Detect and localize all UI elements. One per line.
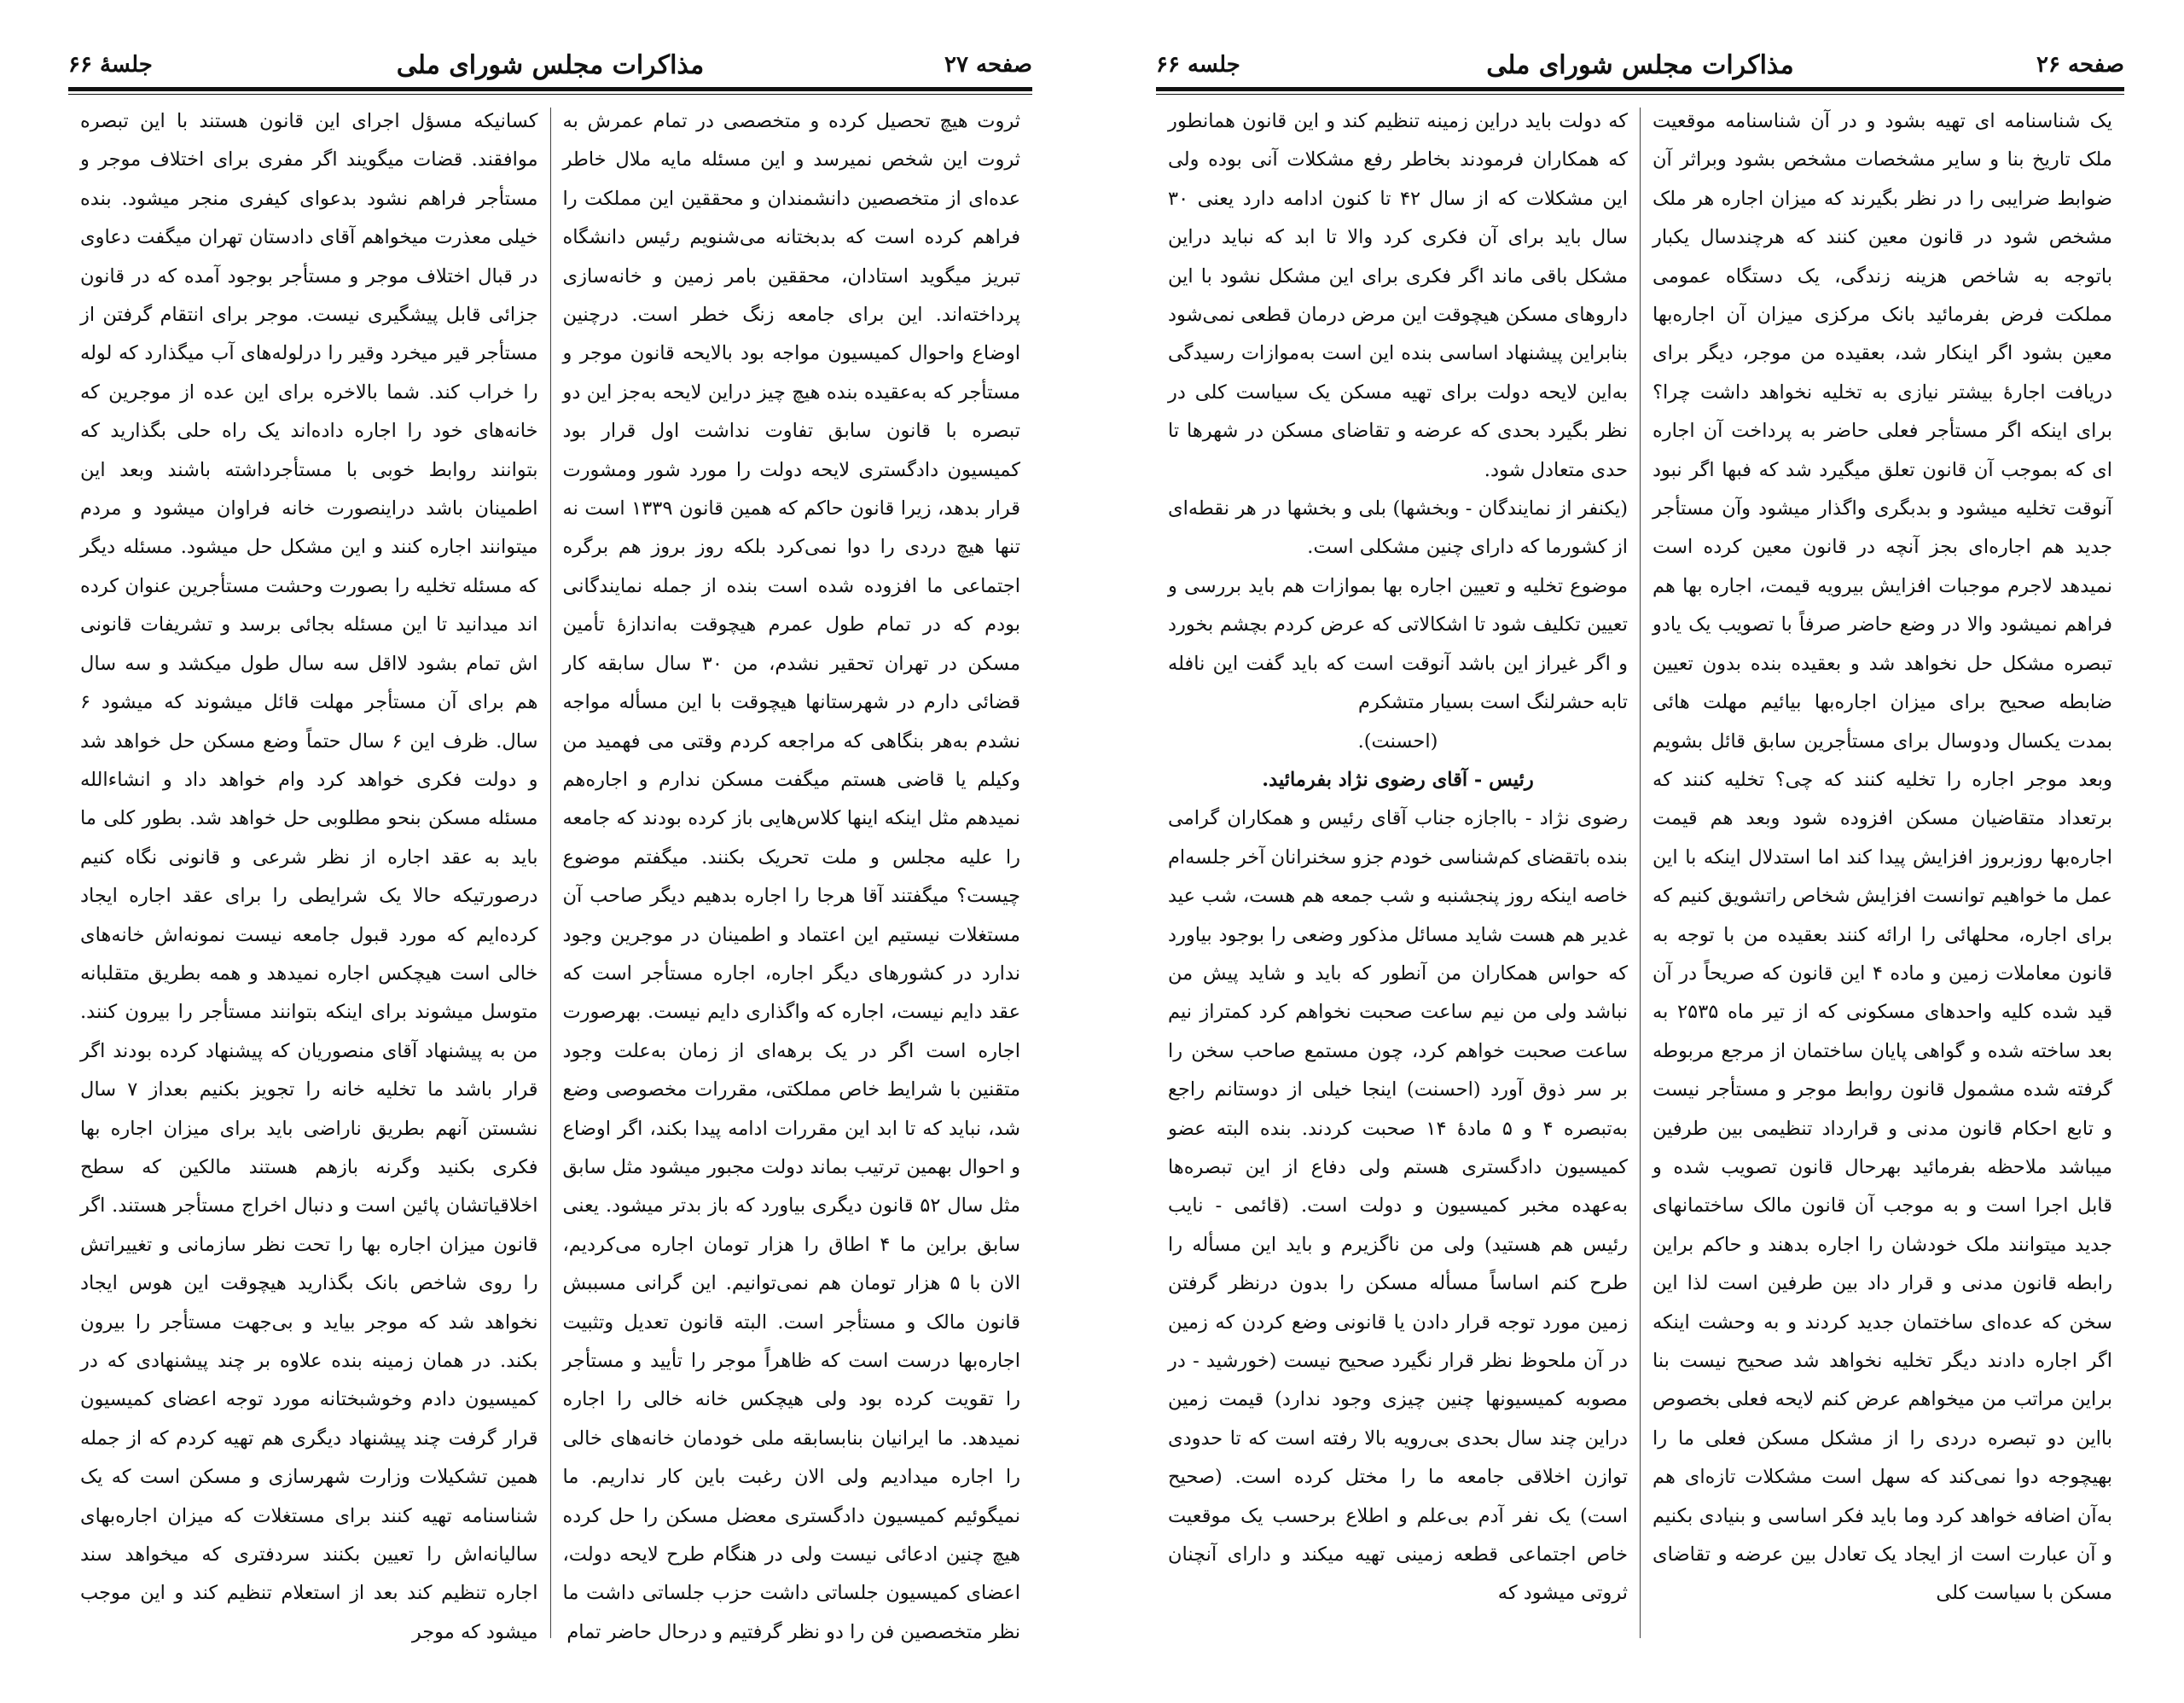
paragraph: موضوع تخلیه و تعیین اجاره بها بموازات هم باید بررسی و تعیین تکلیف شود تا اشکالاتی که عرض کردم بچشم بخورد و اگر غیراز این باشد آنوقت است که باید گفت این نافله تابه حشرلنگ است بسیار متشکرم xyxy=(1168,574,1628,714)
right-page-header xyxy=(1156,44,2124,85)
left-page-number: صفحه ۲۷ xyxy=(944,52,1032,78)
right-page-column-right xyxy=(1641,102,2124,1643)
header-rule xyxy=(1156,87,2124,91)
paragraph: کسانیکه مسؤل اجرای این قانون هستند با این تبصره موافقند. قضات میگویند اگر مفری برای اختلاف موجر و مستأجر فراهم نشود بدعوای کیفری منجر میشود. بنده خیلی معذرت میخواهم آقای دادستان تهران میگفت دعاوی در قبال اختلاف موجر و مستأجر بوجود آمده که در قانون جزائی قابل پیشگیری نیست. موجر برای انتقام گرفتن از مستأجر قیر میخرد وقیر را درلوله‌های آب میگذارد که لوله را خراب کند. شما بالاخره برای این عده از موجرین که خانه‌های خود را اجاره داده‌اند یک راه حلی بگذارید که بتوانند روابط خوبی با مستأجرداشته باشند وبعد این اطمینان باشد دراینصورت خانه فراوان میشود و مردم میتوانند اجاره کنند و این مشکل حل میشود. مسئله دیگر که مسئله تخلیه را بصورت وحشت مستأجرین عنوان کرده اند میدانید تا این مسئله بجائی برسد و تشریفات قانونی اش تمام بشود لااقل سه سال طول میکشد و سه سال هم برای آن مستأجر مهلت قائل میشوند که میشود ۶ سال. ظرف این ۶ سال حتماً وضع مسکن حل خواهد شد و دولت فکری خواهد کرد وام خواهد داد و انشاءالله مسئله مسکن بنحو مطلوبی حل خواهد شد. بطور کلی ما باید به عقد اجاره از نظر شرعی و قانونی نگاه کنیم درصورتیکه حالا یک شرایطی را برای عقد اجاره ایجاد کرده‌ایم که مورد قبول جامعه نیست نمونه‌اش خانه‌های خالی است هیچکس اجاره نمیدهد و همه بطریق متقلبانه متوسل میشوند برای اینکه بتوانند مستأجر را بیرون کنند. من به پیشنهاد آقای منصوریان که پیشنهاد کرده بودند اگر قرار باشد ما تخلیه خانه را تجویز بکنیم بعداز ۷ سال نشستن آنهم بطریق ناراضی باید برای میزان اجاره بها فکری بکنید وگرنه بازهم هستند مالکین که سطح اخلاقیاتشان پائین است و دنبال اخراج مستأجر هستند. اگر قانون میزان اجاره بها را تحت نظر سازمانی و تغییراتش را روی شاخص بانک بگذارید هیچوقت این هوس ایجاد نخواهد شد که موجر بیاید و بی‌جهت مستأجر را بیرون بکند. در همان زمینه بنده علاوه بر چند پیشنهادی که در کمیسیون دادم وخوشبختانه مورد توجه اعضای کمیسیون قرار گرفت چند پیشنهاد دیگری هم تهیه کردم که از جمله همین تشکیلات وزارت شهرسازی و مسکن است که یک شناسنامه تهیه کنند برای مستغلات که میزان اجاره‌بهای سالیانه‌اش را تعیین بکنند سردفتری که میخواهد سند اجاره تنظیم کند بعد از استعلام تنظیم کند و این موجب میشود که موجر xyxy=(80,110,538,1643)
paragraph: که دولت باید دراین زمینه تنظیم کند و این قانون همانطور که همکاران فرمودند بخاطر رفع مشکلات آنی بوده ولی این مشکلات که از سال ۴۲ تا کنون ادامه دارد یعنی ۳۰ سال باید برای آن فکری کرد والا تا ابد که نباید دراین مشکل باقی ماند اگر فکری برای این مشکل نشود با این داروهای مسکن هیچوقت این مرض درمان قطعی نمی‌شود بنابراین پیشنهاد اساسی بنده این است به‌موازات رسیدگی به‌این لایحه دولت برای تهیه مسکن یک سیاست کلی در نظر بگیرد بحدی که عرضه و تقاضای مسکن در شهرها تا حدی متعادل شود. xyxy=(1168,110,1628,481)
header-rule-thin xyxy=(1156,94,2124,95)
right-page-session: جلسه ۶۶ xyxy=(1156,52,1240,78)
speaker-line: رئیس - آقای رضوی نژاد بفرمائید. xyxy=(1262,768,1534,791)
right-page xyxy=(1156,0,2124,1703)
applause-note: (احسنت). xyxy=(1357,729,1438,753)
left-page-session: جلسهٔ ۶۶ xyxy=(68,52,153,78)
left-page-column-right xyxy=(551,102,1033,1643)
left-page-column-left xyxy=(68,102,550,1643)
left-page xyxy=(68,0,1032,1703)
header-rule-thin xyxy=(68,94,1032,95)
column-divider xyxy=(1640,108,1641,1638)
right-page-title: مذاکرات مجلس شورای ملی xyxy=(1486,49,1794,80)
paragraph: یک شناسنامه ای تهیه بشود و در آن شناسنامه موقعیت ملک تاریخ بنا و سایر مشخصات مشخص بشود وبراثر آن ضوابط ضرایبی را در نظر بگیرند که میزان اجاره هر ملک مشخص شود در قانون معین کنند که هرچندسال یکبار باتوجه به شاخص هزینه زندگی، یک دستگاه عمومی مملکت فرض بفرمائید بانک مرکزی میزان آن اجاره‌بها معین بشود اگر اینکار شد، بعقیده من موجر، دیگر برای دریافت اجارهٔ بیشتر نیازی به تخلیه نخواهد داشت چرا؟ برای اینکه اگر مستأجر فعلی حاضر به پرداخت آن اجاره ای که بموجب آن قانون تعلق میگیرد شد که فبها اگر نبود آنوقت تخلیه میشود و بدبگری واگذار میشود وآن مستأجر جدید هم اجاره‌ای بجز آنچه در قانون معین کرده است نمیدهد لاجرم موجبات افزایش بیرویه قیمت، اجاره بها هم فراهم نمیشود والا در وضع حاضر صرفاً با تصویب یک یادو تبصره مشکل حل نخواهد شد و بعقیده بنده بدون تعیین ضابطه صحیح برای میزان اجاره‌بها بیائیم مهلت هائی بمدت یکسال ودوسال برای مستأجرین سابق قائل بشویم وبعد موجر اجاره را تخلیه کنند که چی؟ تخلیه کنند که برتعداد متقاضیان مسکن افزوده شود وبعد هم قیمت اجاره‌بها روزبروز افزایش پیدا کند اما استدلال اینکه با این عمل ما خواهیم توانست افزایش شخاص راتشویق کنیم که برای اجاره، محلهائی را ارائه کنند بعقیده من با توجه به قانون معاملات زمین و ماده ۴ این قانون که صریحاً در آن قید شده کلیه واحدهای مسکونی که از تیر ماه ۲۵۳۵ به بعد ساخته شده و گواهی پایان ساختمان از مرجع مربوطه گرفته شده مشمول قانون روابط موجر و مستأجر نیست و تابع احکام قانون مدنی و قرارداد تنظیمی بین طرفین میباشد ملاحظه بفرمائید بهرحال قانون تصویب شده و قابل اجرا است و به موجب آن قانون مالک ساختمانهای جدید میتوانند ملک خودشان را اجاره بدهند و حاکم براین رابطه قانون مدنی و قرار داد بین طرفین است لذا این سخن که عده‌ای ساختمان جدید کردند و به وحشت اینکه اگر اجاره دادند دیگر تخلیه نخواهد شد صحیح نیست بنا براین مراتب من میخواهم عرض کنم لایحه فعلی بخصوص بااین دو تبصره دردی را از مشکل مسکن فعلی ما را بهیچوجه دوا نمی‌کند که سهل است مشکلات تازه‌ای هم به‌آن اضافه خواهد کرد وما باید فکر اساسی و بنیادی بکنیم و آن عبارت است از ایجاد یک تعادل بین عرضه و تقاضای مسکن با سیاست کلی xyxy=(1653,110,2112,1605)
left-page-title: مذاکرات مجلس شورای ملی xyxy=(396,49,705,80)
column-divider xyxy=(550,108,551,1638)
paragraph: ثروت هیچ تحصیل کرده و متخصصی در تمام عمرش به ثروت این شخص نمیرسد و این مسئله مایه ملال خاطر عده‌ای از متخصصین دانشمندان و محققین این مملکت را فراهم کرده است که بدبختانه می‌شنویم رئیس دانشگاه تبریز میگوید استادان، محققین بامر زمین و خانه‌سازی پرداخته‌اند. این برای جامعه زنگ خطر است. درچنین اوضاع واحوال کمیسیون مواجه بود بالایحه قانون موجر و مستأجر که به‌عقیده بنده هیچ چیز دراین لایحه به‌جز این دو تبصره با قانون سابق تفاوت نداشت اول قرار بود کمیسیون دادگستری لایحه دولت را مورد شور ومشورت قرار بدهد، زیرا قانون حاکم که همین قانون ۱۳۳۹ است نه تنها هیچ دردی را دوا نمی‌کرد بلکه روز بروز هم برگره اجتماعی ما افزوده شده است بنده از جمله نمایندگانی بودم که در تمام طول عمرم هیچوقت به‌اندازهٔ تأمین مسکن در تهران تحقیر نشدم، من ۳۰ سال سابقه کار قضائی دارم در شهرستانها هیچوقت با این مسأله مواجه نشدم به‌هر بنگاهی که مراجعه کردم وقتی می فهمید من وکیلم یا قاضی هستم میگفت مسکن ندارم و اجاره‌هم نمیدهم مثل اینکه اینها کلاس‌هایی باز کرده بودند که جامعه را علیه مجلس و ملت تحریک بکنند. میگفتم موضوع چیست؟ میگفتند آقا هرجا را اجاره بدهیم دیگر صاحب آن مستغلات نیستیم این اعتماد و اطمینان در موجرین وجود ندارد در کشورهای دیگر اجاره، اجاره مستأجر است که عقد دایم نیست، اجاره که واگذاری دایم نیست. بهرصورت اجاره است اگر در یک برهه‌ای از زمان به‌علت وجود متقنین با شرایط خاص مملکتی، مقررات مخصوصی وضع شد، نباید که تا ابد این مقررات ادامه پیدا بکند، اگر اوضاع و احوال بهمین ترتیب بماند دولت مجبور میشود مثل سابق مثل سال ۵۲ قانون دیگری بیاورد که باز بدتر میشود. یعنی سابق براین ما ۴ اطاق را هزار تومان اجاره می‌کردیم، الان با ۵ هزار تومان هم نمی‌توانیم. این گرانی مسببش قانون مالک و مستأجر است. البته قانون تعدیل وتثبیت اجاره‌بها درست است که ظاهراً موجر را تأیید و مستأجر را تقویت کرده بود ولی هیچکس خانه خالی را اجاره نمیدهد. ما ایرانیان بنابسابقه ملی خودمان خانه‌های خالی را اجاره میدادیم ولی الان رغبت باین کار نداریم. ما نمیگوئیم کمیسیون دادگستری معضل مسکن را حل کرده هیچ چنین ادعائی نیست ولی در هنگام طرح لایحه دولت، اعضای کمیسیون جلساتی داشت حزب جلساتی داشت ما نظر متخصصین فن را دو نظر گرفتیم و درحال حاضر تمام xyxy=(562,110,1020,1643)
header-rule xyxy=(68,87,1032,91)
paragraph: رضوی نژاد - بااجازه جناب آقای رئیس و همکاران گرامی بنده باتقضای کم‌شناسی خودم جزو سخنرانان آخر جلسه‌ام خاصه اینکه روز پنجشنبه و شب جمعه هم هست، شب عید غدیر هم هست شاید مسائل مذکور وضعی را بوجود بیاورد که حواس همکاران من آنطور که باید و شاید پیش من نباشد ولی من نیم ساعت صحبت نخواهم کرد کمتراز نیم ساعت صحبت خواهم کرد، چون مستمع صاحب سخن را بر سر ذوق آورد (احسنت) اینجا خیلی از دوستانم راجع به‌تبصره ۴ و ۵ مادهٔ ۱۴ صحبت کردند. بنده البته عضو کمیسیون دادگستری هستم ولی دفاع از این تبصره‌ها به‌عهده مخبر کمیسیون و دولت است. (قائمی - نایب رئیس هم هستید) ولی من ناگزیرم و باید این مسأله را طرح کنم اساساً مسأله مسکن را بدون درنظر گرفتن زمین مورد توجه قرار دادن یا قانونی وضع کردن که زمین در آن ملحوظ نظر قرار نگیرد صحیح نیست (خورشید - در مصوبه کمیسیونها چنین چیزی وجود ندارد) قیمت زمین دراین چند سال بحدی بی‌رویه بالا رفته است که تا حدودی توازن اخلاقی جامعه ما را مختل کرده است. (صحیح است) یک نفر آدم بی‌علم و اطلاع برحسب یک موقعیت خاص اجتماعی قطعه زمینی تهیه میکند و دارای آنچنان ثروتی میشود که xyxy=(1168,807,1629,1605)
right-page-columns xyxy=(1156,102,2124,1643)
interjection: (یکنفر از نمایندگان - وبخشها) بلی و بخشها در هر نقطه‌ای از کشورما که دارای چنین مشکلی است. xyxy=(1168,497,1628,559)
left-page-header xyxy=(68,44,1032,85)
right-page-number: صفحه ۲۶ xyxy=(2036,52,2124,78)
left-page-columns xyxy=(68,102,1032,1643)
right-page-column-left xyxy=(1156,102,1640,1643)
